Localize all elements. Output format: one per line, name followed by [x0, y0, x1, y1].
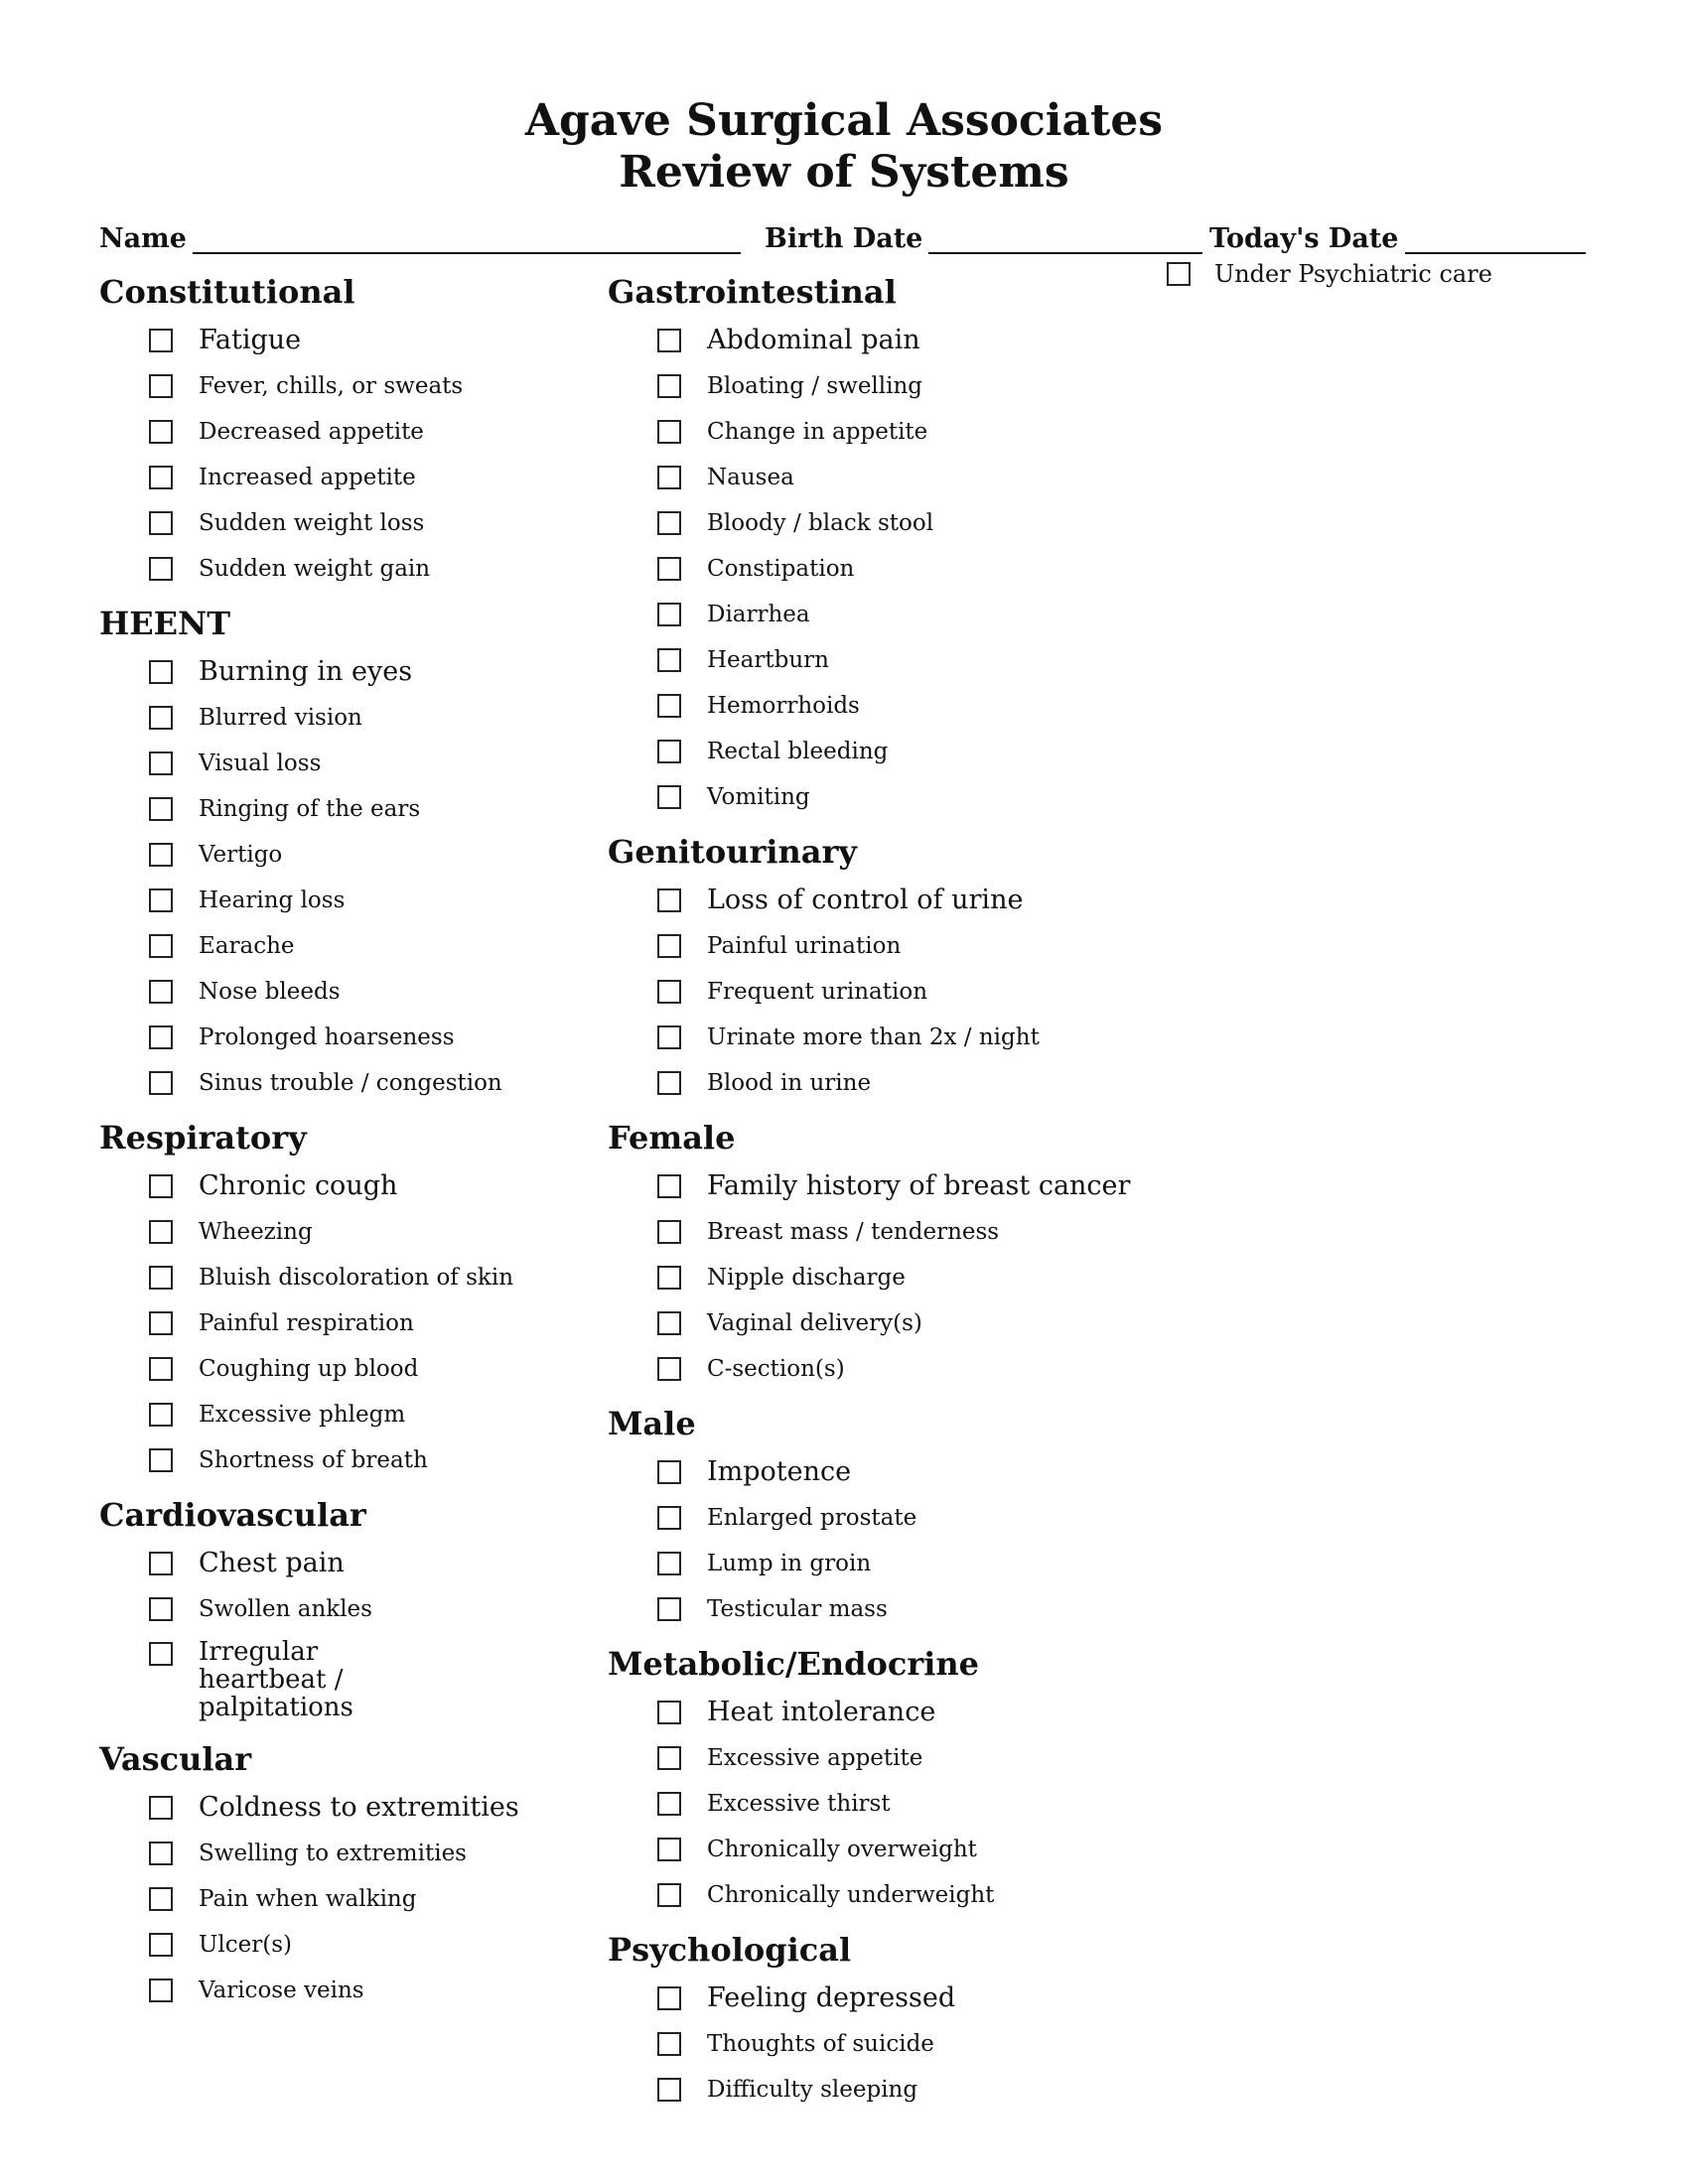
symptom-label: Swollen ankles — [199, 1596, 372, 1622]
symptom-item-heat-intolerance[interactable] — [608, 1690, 1164, 1735]
clinic-name: Agave Surgical Associates — [524, 95, 1164, 146]
symptom-checkbox[interactable] — [149, 1311, 173, 1335]
symptom-item-fatigue[interactable] — [99, 318, 596, 363]
birth-date-input-line[interactable] — [928, 222, 1202, 254]
symptom-item-impotence[interactable] — [608, 1449, 1164, 1495]
symptom-checkbox[interactable] — [657, 1025, 681, 1049]
section-respiratory — [99, 1112, 596, 1483]
symptom-item-excessive-thirst[interactable] — [608, 1781, 1164, 1827]
section-title: Female — [608, 1119, 736, 1157]
symptom-item-excessive-appetite[interactable] — [608, 1735, 1164, 1781]
symptom-checkbox[interactable] — [149, 934, 173, 958]
symptom-checkbox[interactable] — [149, 1642, 173, 1666]
symptom-checkbox[interactable] — [657, 2078, 681, 2102]
symptom-item-hemorrhoids[interactable] — [608, 683, 1164, 729]
symptom-item-testicular-mass[interactable] — [608, 1586, 1164, 1632]
symptom-item-vertigo[interactable] — [99, 832, 596, 878]
symptom-checkbox[interactable] — [657, 1311, 681, 1335]
todays-date-input-line[interactable] — [1405, 222, 1586, 254]
symptom-checkbox[interactable] — [657, 1883, 681, 1907]
symptom-item-nose-bleeds[interactable] — [99, 969, 596, 1015]
form-title — [0, 95, 1688, 199]
symptom-item-blurred-vision[interactable] — [99, 695, 596, 741]
left-column — [99, 266, 596, 2019]
symptom-label: Loss of control of urine — [707, 885, 1024, 915]
symptom-checkbox[interactable] — [149, 1220, 173, 1244]
symptom-label: Bloody / black stool — [707, 510, 934, 536]
symptom-item-burning-in-eyes[interactable] — [99, 649, 596, 695]
symptom-label: Testicular mass — [707, 1596, 888, 1622]
symptom-item-varicose-veins[interactable] — [99, 1968, 596, 2013]
symptom-label: Urinate more than 2x / night — [707, 1024, 1040, 1050]
symptom-item-swelling-to-extremities[interactable] — [99, 1831, 596, 1876]
symptom-checkbox[interactable] — [149, 329, 173, 352]
symptom-checkbox[interactable] — [149, 557, 173, 581]
birth-date-label: Birth Date — [765, 223, 923, 254]
symptom-label: Chronically overweight — [707, 1837, 977, 1862]
symptom-checkbox[interactable] — [149, 980, 173, 1004]
symptom-item-prolonged-hoarseness[interactable] — [99, 1015, 596, 1060]
symptom-checkbox[interactable] — [657, 511, 681, 535]
symptom-label: Excessive thirst — [707, 1791, 891, 1817]
symptom-checkbox[interactable] — [657, 1266, 681, 1290]
symptom-item-c-section-s[interactable] — [608, 1346, 1164, 1392]
section-gastrointestinal — [608, 266, 1164, 820]
symptom-item-constipation[interactable] — [608, 546, 1164, 592]
symptom-checkbox[interactable] — [657, 557, 681, 581]
symptom-label: Breast mass / tenderness — [707, 1219, 1000, 1245]
symptom-checkbox[interactable] — [149, 1071, 173, 1095]
symptom-label: Feeling depressed — [707, 1982, 956, 2013]
symptom-checkbox[interactable] — [657, 603, 681, 626]
symptom-item-painful-urination[interactable] — [608, 923, 1164, 969]
symptom-checkbox[interactable] — [657, 934, 681, 958]
symptom-checkbox[interactable] — [149, 751, 173, 775]
symptom-checkbox[interactable] — [657, 1701, 681, 1724]
symptom-item-wheezing[interactable] — [99, 1209, 596, 1255]
symptom-label: Bloating / swelling — [707, 373, 923, 399]
symptom-item-chest-pain[interactable] — [99, 1541, 596, 1586]
symptom-label: Ulcer(s) — [199, 1932, 292, 1958]
symptom-checkbox[interactable] — [149, 888, 173, 912]
symptom-label: Fever, chills, or sweats — [199, 373, 464, 399]
symptom-checkbox[interactable] — [657, 1792, 681, 1816]
symptom-checkbox[interactable] — [149, 706, 173, 730]
symptom-checkbox[interactable] — [149, 1448, 173, 1472]
symptom-checkbox[interactable] — [149, 1796, 173, 1820]
symptom-label: Varicose veins — [199, 1978, 364, 2003]
symptom-item-chronically-underweight[interactable] — [608, 1872, 1164, 1918]
todays-date-label: Today's Date — [1209, 223, 1399, 254]
psychiatric-care-item[interactable] — [1167, 260, 1492, 288]
symptom-checkbox[interactable] — [657, 1552, 681, 1575]
symptom-item-thoughts-of-suicide[interactable] — [608, 2021, 1164, 2067]
symptom-item-vomiting[interactable] — [608, 774, 1164, 820]
symptom-label: Chronic cough — [199, 1170, 398, 1201]
symptom-checkbox[interactable] — [657, 2032, 681, 2056]
symptom-checkbox[interactable] — [657, 420, 681, 444]
birth-date-field-group — [765, 222, 1202, 254]
symptom-item-bluish-discoloration-of-skin[interactable] — [99, 1255, 596, 1300]
symptom-label: Prolonged hoarseness — [199, 1024, 455, 1050]
symptom-label: Impotence — [707, 1456, 852, 1487]
symptom-checkbox[interactable] — [657, 1174, 681, 1198]
symptom-label: Abdominal pain — [707, 325, 920, 355]
symptom-checkbox[interactable] — [149, 1979, 173, 2002]
symptom-item-bloating-swelling[interactable] — [608, 363, 1164, 409]
symptom-checkbox[interactable] — [657, 466, 681, 489]
symptom-checkbox[interactable] — [657, 1220, 681, 1244]
symptom-checkbox[interactable] — [657, 888, 681, 912]
section-cardiovascular — [99, 1489, 596, 1727]
section-constitutional — [99, 266, 596, 592]
symptom-item-sudden-weight-loss[interactable] — [99, 500, 596, 546]
symptom-checkbox[interactable] — [149, 1887, 173, 1911]
symptom-label: Coughing up blood — [199, 1356, 419, 1382]
section-title: Constitutional — [99, 273, 355, 311]
symptom-label: Swelling to extremities — [199, 1841, 467, 1866]
symptom-checkbox[interactable] — [149, 843, 173, 867]
symptom-label: Coldness to extremities — [199, 1792, 519, 1823]
symptom-label: Nipple discharge — [707, 1265, 906, 1291]
symptom-item-chronically-overweight[interactable] — [608, 1827, 1164, 1872]
symptom-label: Hemorrhoids — [707, 693, 860, 719]
section-title: Psychological — [608, 1931, 852, 1969]
symptom-item-difficulty-sleeping[interactable] — [608, 2067, 1164, 2113]
symptom-label: Vaginal delivery(s) — [707, 1310, 922, 1336]
symptom-label: Heat intolerance — [707, 1697, 936, 1727]
symptom-label: Painful urination — [707, 933, 902, 959]
symptom-item-ulcer-s[interactable] — [99, 1922, 596, 1968]
symptom-checkbox[interactable] — [149, 1025, 173, 1049]
right-column — [608, 266, 1164, 2118]
symptom-label: Nausea — [707, 465, 794, 490]
section-title: Genitourinary — [608, 833, 857, 871]
symptom-item-rectal-bleeding[interactable] — [608, 729, 1164, 774]
symptom-checkbox[interactable] — [149, 1357, 173, 1381]
symptom-label: Family history of breast cancer — [707, 1170, 1131, 1201]
symptom-checkbox[interactable] — [657, 1460, 681, 1484]
symptom-label: Excessive phlegm — [199, 1402, 406, 1428]
symptom-label: Diarrhea — [707, 602, 810, 627]
name-input-line[interactable] — [193, 222, 741, 254]
symptom-label: Sudden weight gain — [199, 556, 431, 582]
symptom-item-fever-chills-or-sweats[interactable] — [99, 363, 596, 409]
symptom-label: Excessive appetite — [707, 1745, 923, 1771]
symptom-label: Shortness of breath — [199, 1447, 428, 1473]
symptom-item-excessive-phlegm[interactable] — [99, 1392, 596, 1437]
symptom-checkbox[interactable] — [657, 1986, 681, 2010]
symptom-checkbox[interactable] — [657, 1071, 681, 1095]
section-psychological — [608, 1924, 1164, 2113]
symptom-checkbox[interactable] — [657, 740, 681, 763]
symptom-label: Blurred vision — [199, 705, 362, 731]
section-title: Gastrointestinal — [608, 273, 897, 311]
symptom-checkbox[interactable] — [149, 466, 173, 489]
symptom-item-shortness-of-breath[interactable] — [99, 1437, 596, 1483]
symptom-item-heartburn[interactable] — [608, 637, 1164, 683]
symptom-checkbox[interactable] — [149, 1266, 173, 1290]
symptom-item-breast-mass-tenderness[interactable] — [608, 1209, 1164, 1255]
symptom-label: Difficulty sleeping — [707, 2077, 918, 2103]
symptom-checkbox[interactable] — [657, 329, 681, 352]
symptom-checkbox[interactable] — [149, 1403, 173, 1427]
patient-info-row — [0, 222, 1688, 262]
section-title: Cardiovascular — [99, 1496, 366, 1534]
symptom-label: Burning in eyes — [199, 656, 413, 687]
symptom-label: Blood in urine — [707, 1070, 872, 1096]
symptom-checkbox[interactable] — [149, 1933, 173, 1957]
symptom-label: Bluish discoloration of skin — [199, 1265, 514, 1291]
symptom-item-chronic-cough[interactable] — [99, 1163, 596, 1209]
symptom-item-coughing-up-blood[interactable] — [99, 1346, 596, 1392]
symptom-item-vaginal-delivery-s[interactable] — [608, 1300, 1164, 1346]
symptom-item-sudden-weight-gain[interactable] — [99, 546, 596, 592]
symptom-item-change-in-appetite[interactable] — [608, 409, 1164, 455]
section-heent — [99, 598, 596, 1106]
symptom-checkbox[interactable] — [149, 1842, 173, 1865]
symptom-checkbox[interactable] — [657, 1746, 681, 1770]
section-genitourinary — [608, 826, 1164, 1106]
symptom-checkbox[interactable] — [657, 1357, 681, 1381]
symptom-checkbox[interactable] — [149, 797, 173, 821]
symptom-item-painful-respiration[interactable] — [99, 1300, 596, 1346]
section-female — [608, 1112, 1164, 1392]
symptom-checkbox[interactable] — [149, 374, 173, 398]
section-vascular — [99, 1733, 596, 2013]
symptom-checkbox[interactable] — [149, 420, 173, 444]
symptom-item-enlarged-prostate[interactable] — [608, 1495, 1164, 1541]
symptom-label: Earache — [199, 933, 295, 959]
symptom-label: Vertigo — [199, 842, 283, 868]
symptom-item-blood-in-urine[interactable] — [608, 1060, 1164, 1106]
symptom-item-irregular-heartbeat-palpitations[interactable] — [99, 1632, 596, 1727]
symptom-item-nausea[interactable] — [608, 455, 1164, 500]
symptom-checkbox[interactable] — [657, 648, 681, 672]
symptom-item-swollen-ankles[interactable] — [99, 1586, 596, 1632]
symptom-label: Rectal bleeding — [707, 739, 889, 764]
section-male — [608, 1398, 1164, 1632]
symptom-label: Painful respiration — [199, 1310, 414, 1336]
symptom-label: Pain when walking — [199, 1886, 417, 1912]
symptom-label: Ringing of the ears — [199, 796, 421, 822]
symptom-checkbox[interactable] — [657, 1506, 681, 1530]
name-field-group — [99, 222, 741, 254]
symptom-label: Irregular heartbeat / palpitations — [199, 1637, 353, 1722]
symptom-item-abdominal-pain[interactable] — [608, 318, 1164, 363]
symptom-label: C-section(s) — [707, 1356, 845, 1382]
symptom-checkbox[interactable] — [149, 660, 173, 684]
symptom-label: Fatigue — [199, 325, 302, 355]
symptom-label: Lump in groin — [707, 1551, 872, 1576]
symptom-checkbox[interactable] — [149, 1174, 173, 1198]
symptom-item-nipple-discharge[interactable] — [608, 1255, 1164, 1300]
section-title: Respiratory — [99, 1119, 307, 1157]
symptom-item-loss-of-control-of-urine[interactable] — [608, 878, 1164, 923]
symptom-checkbox[interactable] — [657, 1597, 681, 1621]
symptom-label: Vomiting — [707, 784, 810, 810]
symptom-item-earache[interactable] — [99, 923, 596, 969]
symptom-item-bloody-black-stool[interactable] — [608, 500, 1164, 546]
symptom-checkbox[interactable] — [657, 694, 681, 718]
psychiatric-care-checkbox[interactable] — [1167, 262, 1191, 286]
symptom-label: Visual loss — [199, 751, 322, 776]
name-label: Name — [99, 223, 187, 254]
symptom-checkbox[interactable] — [149, 1552, 173, 1575]
symptom-label: Enlarged prostate — [707, 1505, 917, 1531]
symptom-item-feeling-depressed[interactable] — [608, 1976, 1164, 2021]
symptom-item-visual-loss[interactable] — [99, 741, 596, 786]
symptom-checkbox[interactable] — [657, 374, 681, 398]
symptom-item-pain-when-walking[interactable] — [99, 1876, 596, 1922]
symptom-checkbox[interactable] — [657, 980, 681, 1004]
section-title: HEENT — [99, 605, 231, 642]
symptom-item-family-history-of-breast-cancer[interactable] — [608, 1163, 1164, 1209]
symptom-label: Thoughts of suicide — [707, 2031, 934, 2057]
symptom-item-urinate-more-than-2x-night[interactable] — [608, 1015, 1164, 1060]
symptom-checkbox[interactable] — [657, 1838, 681, 1861]
symptom-item-coldness-to-extremities[interactable] — [99, 1785, 596, 1831]
symptom-checkbox[interactable] — [149, 1597, 173, 1621]
symptom-item-sinus-trouble-congestion[interactable] — [99, 1060, 596, 1106]
form-name: Review of Systems — [619, 147, 1069, 198]
symptom-label: Increased appetite — [199, 465, 416, 490]
symptom-item-diarrhea[interactable] — [608, 592, 1164, 637]
symptom-label: Decreased appetite — [199, 419, 424, 445]
symptom-item-ringing-of-the-ears[interactable] — [99, 786, 596, 832]
symptom-item-increased-appetite[interactable] — [99, 455, 596, 500]
symptom-item-lump-in-groin[interactable] — [608, 1541, 1164, 1586]
symptom-label: Chronically underweight — [707, 1882, 995, 1908]
symptom-label: Hearing loss — [199, 887, 346, 913]
symptom-label: Heartburn — [707, 647, 829, 673]
psychiatric-care-label: Under Psychiatric care — [1214, 260, 1492, 288]
section-title: Vascular — [99, 1740, 252, 1778]
symptom-checkbox[interactable] — [149, 511, 173, 535]
todays-date-field-group — [1209, 222, 1586, 254]
section-title: Metabolic/Endocrine — [608, 1645, 979, 1683]
symptom-label: Wheezing — [199, 1219, 313, 1245]
symptom-label: Nose bleeds — [199, 979, 341, 1005]
symptom-label: Sudden weight loss — [199, 510, 425, 536]
symptom-label: Sinus trouble / congestion — [199, 1070, 502, 1096]
section-metabolic-endocrine — [608, 1638, 1164, 1918]
section-title: Male — [608, 1405, 696, 1442]
symptom-label: Change in appetite — [707, 419, 928, 445]
symptom-checkbox[interactable] — [657, 785, 681, 809]
symptom-item-hearing-loss[interactable] — [99, 878, 596, 923]
symptom-label: Constipation — [707, 556, 855, 582]
symptom-label: Chest pain — [199, 1548, 345, 1578]
symptom-item-frequent-urination[interactable] — [608, 969, 1164, 1015]
symptom-label: Frequent urination — [707, 979, 928, 1005]
symptom-item-decreased-appetite[interactable] — [99, 409, 596, 455]
